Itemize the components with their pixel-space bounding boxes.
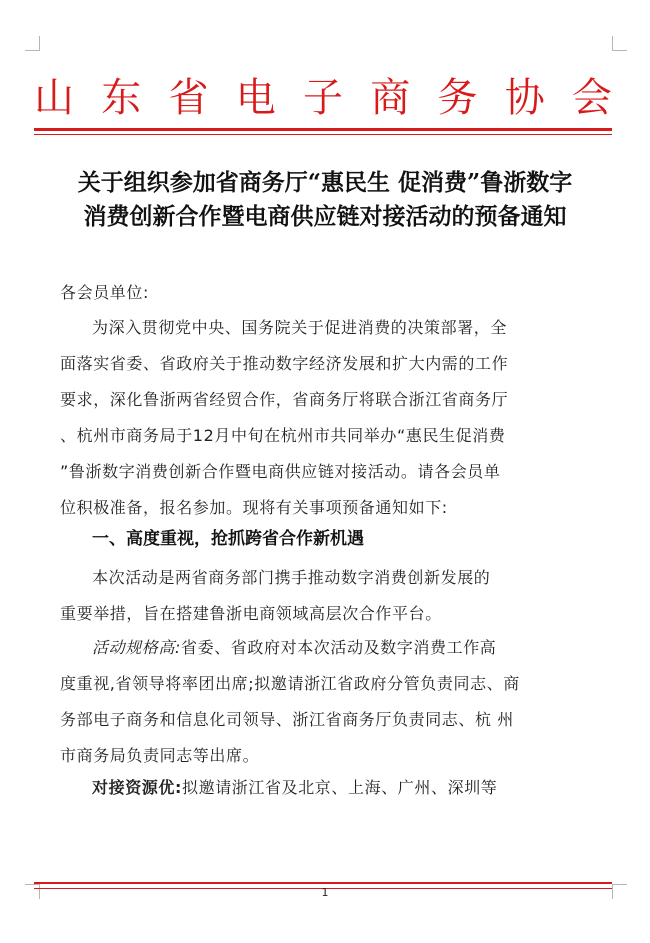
paragraph-lead: 活动规格高: xyxy=(92,638,181,657)
page-number: 1 xyxy=(321,886,329,899)
letterhead-char: 务 xyxy=(437,75,478,121)
paragraph-line: ”鲁浙数字消费创新合作暨电商供应链对接活动。请各会员单 xyxy=(60,462,501,481)
letterhead-rule-thin xyxy=(34,134,612,135)
paragraph-line: 务部电子商务和信息化司领导、浙江省商务厅负责同志、杭 州 xyxy=(60,710,514,729)
letterhead-char: 会 xyxy=(572,75,612,121)
salutation: 各会员单位: xyxy=(60,283,149,302)
paragraph-text: 拟邀请浙江省及北京、上海、广州、深圳等 xyxy=(182,778,498,797)
section-paragraph xyxy=(60,560,600,632)
activity-spec-paragraph xyxy=(60,630,600,774)
letterhead-rule-thick xyxy=(34,128,612,131)
letterhead-char: 子 xyxy=(303,75,343,121)
paragraph-line: 位积极准备，报名参加。现将有关事项预备通知如下: xyxy=(60,498,448,517)
crop-mark-top-left xyxy=(25,36,40,51)
resource-paragraph xyxy=(60,770,600,806)
letterhead-char: 协 xyxy=(504,75,545,121)
footer-rule-thick xyxy=(34,882,612,884)
paragraph-line: 度重视,省领导将率团出席;拟邀请浙江省政府分管负责同志、商 xyxy=(60,674,520,693)
paragraph-line xyxy=(60,770,600,806)
organization-letterhead xyxy=(34,72,612,124)
paragraph-line: 要求，深化鲁浙两省经贸合作，省商务厅将联合浙江省商务厅 xyxy=(60,390,509,409)
letterhead-char: 电 xyxy=(235,75,276,121)
intro-paragraph xyxy=(60,310,600,526)
paragraph-line xyxy=(60,630,600,666)
paragraph-line: 重要举措，旨在搭建鲁浙电商领域高层次合作平台。 xyxy=(60,604,442,623)
paragraph-line: 、杭州市商务局于12月中旬在杭州市共同举办“惠民生促消费 xyxy=(60,426,506,445)
paragraph-lead: 对接资源优: xyxy=(92,778,182,797)
title-line: 消费创新合作暨电商供应链对接活动的预备通知 xyxy=(83,203,567,230)
title-line: 关于组织参加省商务厅“惠民生 促消费”鲁浙数字 xyxy=(77,169,573,196)
document-title xyxy=(20,166,630,234)
letterhead-char: 山 xyxy=(34,75,74,121)
paragraph-line: 市商务局负责同志等出席。 xyxy=(60,746,260,765)
letterhead-char: 商 xyxy=(370,75,411,121)
paragraph-line: 面落实省委、省政府关于推动数字经济发展和扩大内需的工作 xyxy=(60,354,509,373)
paragraph-text: 省委、省政府对本次活动及数字消费工作高 xyxy=(181,638,497,657)
section-heading: 一、高度重视，抢抓跨省合作新机遇 xyxy=(92,529,364,549)
paragraph-line: 为深入贯彻党中央、国务院关于促进消费的决策部署，全 xyxy=(92,318,508,337)
paragraph-line: 本次活动是两省商务部门携手推动数字消费创新发展的 xyxy=(92,568,491,587)
letterhead-char: 省 xyxy=(168,75,209,121)
crop-mark-top-right xyxy=(612,36,627,51)
letterhead-char: 东 xyxy=(101,75,142,121)
